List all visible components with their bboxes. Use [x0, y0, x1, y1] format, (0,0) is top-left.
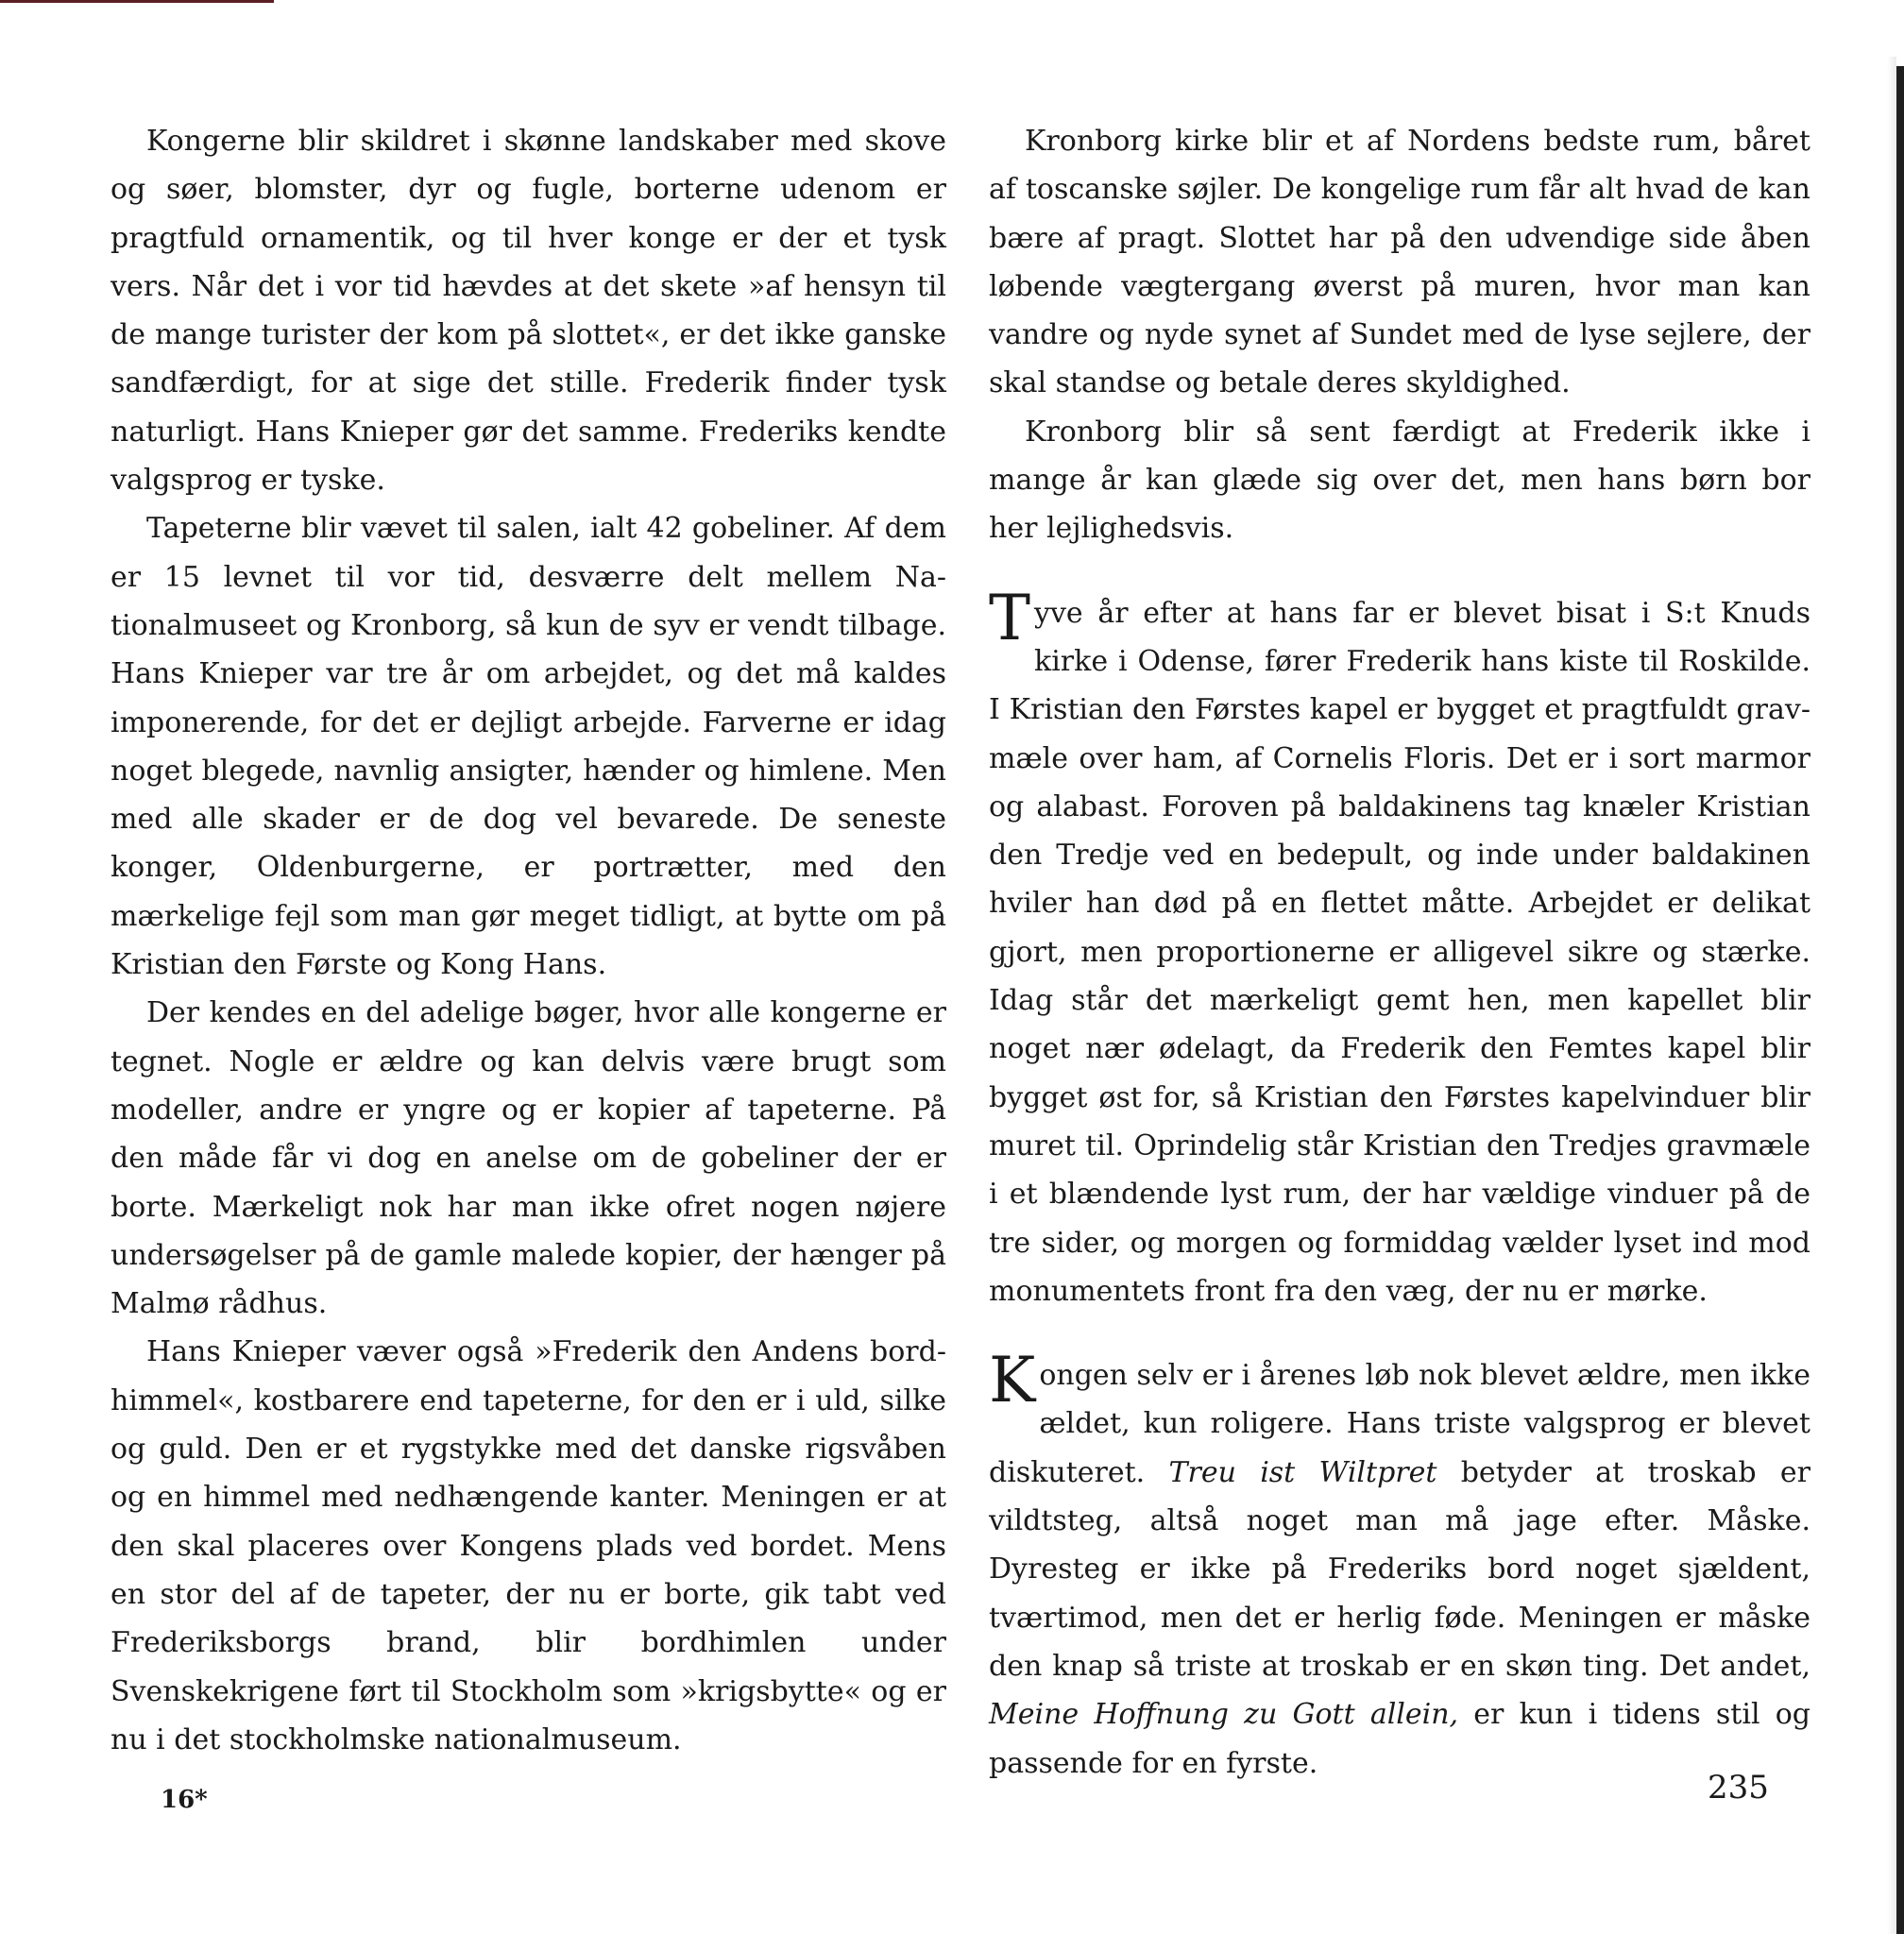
drop-cap-initial: T	[989, 581, 1031, 654]
paragraph-text: ongen selv er i årenes løb nok blevet ældre, men ikke ældet, kun roligere. Hans triste valgsprog er blevet diskuteret.	[989, 1359, 1810, 1489]
paragraph-with-initial	[989, 1344, 1810, 1788]
paragraph-text: betyder at troskab er vildtsteg, altså noget man må jage efter. Måske. Dyresteg er ikke på Frederiks bord noget sjældent, tværtimod, men det er herlig føde. Meningen er måske den knap så triste at troskab er en skøn ting. Det andet,	[989, 1455, 1810, 1683]
section-break	[989, 553, 1810, 589]
paragraph: Tapeterne blir vævet til salen, ialt 42 gobeliner. Af dem er 15 levnet til vor tid, desværre delt mellem Nationalmuseet og Kronborg, så kun de syv er vendt tilbage. Hans Knieper var tre år om arbejdet, og det må kaldes imponerende, for det er dejligt arbejde. Farverne er idag noget blegede, navnlig ansigter, hænder og himlene. Men med alle skader er de dog vel bevarede. De seneste konger, Oldenburgerne, er portrætter, med den mærkelige fejl som man gør meget tidligt, at bytte om på Kristian den Første og Kong Hans.	[110, 512, 946, 982]
paragraph: Kronborg blir så sent færdigt at Frederik ikke i mange år kan glæde sig over det, men hans børn bor her lejlighedsvis.	[989, 415, 1810, 546]
motto-quote: Treu ist Wiltpret	[1168, 1455, 1437, 1489]
paragraph-text: er kun i tidens stil og passende for en fyrste.	[989, 1698, 1810, 1780]
left-text-column	[110, 117, 946, 1764]
right-text-column	[989, 117, 1810, 1788]
drop-cap-initial: K	[989, 1344, 1036, 1417]
section-break	[989, 1315, 1810, 1351]
signature-mark: 16*	[161, 1786, 208, 1814]
paragraph: Kongerne blir skildret i skønne landskaber med skove og søer, blomster, dyr og fugle, borterne udenom er pragtfuld ornamentik, og til hver konge er der et tysk vers. Når det i vor tid hævdes at det skete »af hensyn til de mange turister der kom på slottet«, er det ikke ganske sandfærdigt, for at sige det stille. Frederik finder tysk naturligt. Hans Knieper gør det samme. Frederiks kendte valgsprog er tyske.	[110, 125, 946, 498]
page-gutter-shadow	[1887, 57, 1896, 1934]
paragraph: Hans Knieper væver også »Frederik den Andens bordhimmel«, kostbarere end tapeterne, for den er i uld, silke og guld. Den er et rygstykke med det danske rigsvåben og en himmel med nedhængende kanter. Meningen er at den skal placeres over Kongens plads ved bordet. Mens en stor del af de tapeter, der nu er borte, gik tabt ved Frederiksborgs brand, blir bordhimlen under Svenskekrigene ført til Stockholm som »krigsbytte« og er nu i det stockholmske nationalmuseum.	[110, 1335, 946, 1756]
paragraph-with-initial	[989, 581, 1810, 1315]
paragraph-text: yve år efter at hans far er blevet bisat i S:t Knuds kirke i Odense, fører Frederik hans kiste til Roskilde. I Kristian den Førstes kapel er bygget et pragtfuldt gravmæle over ham, af Cornelis Floris. Det er i sort marmor og alabast. Foroven på baldakinens tag knæler Kristian den Tredje ved en bedepult, og inde under baldakinen hviler han død på en flettet måtte. Arbejdet er delikat gjort, men proportionerne er alligevel sikre og stærke. Idag står det mærkeligt gemt hen, men kapellet blir noget nær ødelagt, da Frederik den Femtes kapel blir bygget øst for, så Kristian den Førstes kapelvinduer blir muret til. Oprindelig står Kristian den Tredjes gravmæle i et blændende lyst rum, der har vældige vinduer på de tre sider, og morgen og formiddag vælder lyset ind mod monumentets front fra den væg, der nu er mørke.	[989, 596, 1810, 1308]
page-number: 235	[1708, 1769, 1769, 1807]
paragraph: Der kendes en del adelige bøger, hvor alle kongerne er tegnet. Nogle er ældre og kan delvis være brugt som modeller, andre er yngre og er kopier af tapeterne. På den måde får vi dog en anelse om de gobeliner der er borte. Mærkeligt nok har man ikke ofret nogen nøjere undersøgelser på de gamle malede kopier, der hænger på Malmø rådhus.	[110, 996, 946, 1321]
paragraph: Kronborg kirke blir et af Nordens bedste rum, båret af toscanske søjler. De kongelige rum får alt hvad de kan bære af pragt. Slottet har på den udvendige side åben løbende vægtergang øverst på muren, hvor man kan vandre og nyde synet af Sundet med de lyse sejlere, der skal standse og betale deres skyldighed.	[989, 125, 1810, 400]
book-edge	[1896, 66, 1904, 1934]
motto-quote: Meine Hoffnung zu Gott allein,	[989, 1698, 1459, 1732]
top-edge-rule	[0, 0, 274, 3]
